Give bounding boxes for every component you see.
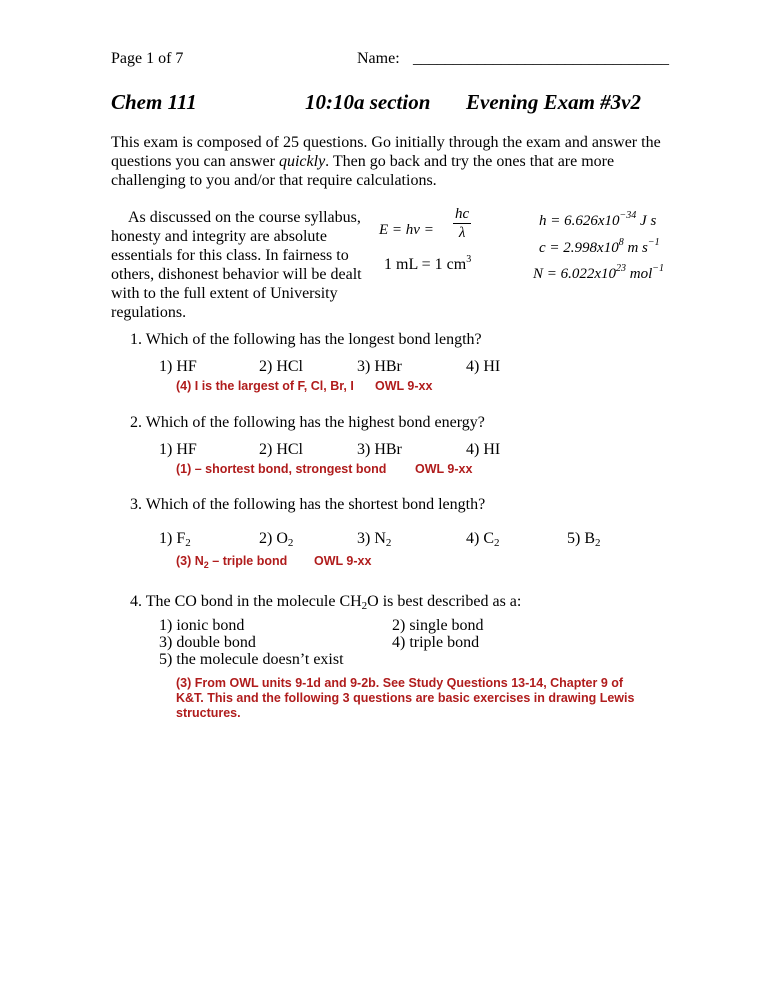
question-4-answer-line-1: (3) From OWL units 9-1d and 9-2b. See Study Questions 13-14, Chapter 9 of — [176, 676, 624, 690]
intro-line-1: This exam is composed of 25 questions. Go initially through the exam and answer the — [111, 134, 661, 151]
question-3-option-5: 5) $B_2$ — [567, 530, 601, 549]
question-1-prompt: 1. Which of the following has the longest bond length? — [130, 331, 482, 348]
question-3-option-3: 3) $N_2$ — [357, 530, 392, 549]
name-label: Name: — [357, 50, 400, 67]
question-1-option-4: 4) HI — [466, 358, 501, 375]
energy-fraction — [453, 206, 471, 241]
energy-equation: E = hν = — [379, 222, 434, 238]
question-4-option-2: 2) single bond — [392, 617, 484, 634]
course-title: Chem 111 — [111, 90, 197, 114]
question-2-option-4: 4) HI — [466, 441, 501, 458]
question-3-prompt: 3. Which of the following has the shortest bond length? — [130, 496, 486, 513]
question-3-answer: (3) $N_2$ – triple bond — [176, 554, 288, 570]
name-field[interactable]: ________________________________ — [413, 50, 669, 67]
section-title: 10:10a section — [305, 90, 431, 114]
question-4-answer-line-3: structures. — [176, 706, 241, 720]
honesty-line-2: honesty and integrity are absolute — [111, 228, 327, 245]
page-number: Page 1 of 7 — [111, 50, 184, 67]
speed-of-light: $c = 2.998x10^8$ m $s^{-1}$ — [539, 237, 660, 256]
question-1-reference: OWL 9-xx — [375, 379, 433, 393]
question-2-answer: (1) – shortest bond, strongest bond — [176, 462, 387, 476]
question-2-option-2: 2) HCl — [259, 441, 303, 458]
question-2-option-1: 1) HF — [159, 441, 197, 458]
honesty-line-5: with to the full extent of University — [111, 285, 338, 302]
question-1-option-3: 3) HBr — [357, 358, 402, 375]
avogadro-number: $N = 6.022x10^{23}$ mol$^{-1}$ — [533, 263, 665, 282]
question-1-option-2: 2) HCl — [259, 358, 303, 375]
planck-constant: $h = 6.626x10^{-34}$ J s — [539, 210, 657, 229]
volume-conversion: 1 mL = 1 $cm^3$ — [384, 254, 472, 273]
honesty-line-1: As discussed on the course syllabus, — [128, 209, 361, 226]
honesty-line-4: others, dishonest behavior will be dealt — [111, 266, 362, 283]
question-2-option-3: 3) HBr — [357, 441, 402, 458]
intro-line-2: questions you can answer quickly. Then go back and try the ones that are more — [111, 153, 615, 170]
question-2-prompt: 2. Which of the following has the highest bond energy? — [130, 414, 485, 431]
honesty-line-6: regulations. — [111, 304, 187, 321]
honesty-line-3: essentials for this class. In fairness to — [111, 247, 349, 264]
question-3-option-4: 4) $C_2$ — [466, 530, 500, 549]
question-2-reference: OWL 9-xx — [415, 462, 473, 476]
intro-line-3: challenging to you and/or that require calculations. — [111, 172, 437, 189]
energy-fraction-numerator: hc — [455, 206, 470, 222]
energy-fraction-denominator: λ — [458, 225, 466, 241]
question-4-option-3: 3) double bond — [159, 634, 256, 651]
question-3-reference: OWL 9-xx — [314, 554, 372, 568]
question-4-option-1: 1) ionic bond — [159, 617, 245, 634]
question-1-answer: (4) I is the largest of F, Cl, Br, I — [176, 379, 354, 393]
question-4-option-5: 5) the molecule doesn’t exist — [159, 651, 344, 668]
exam-title: Evening Exam #3v2 — [466, 90, 642, 114]
question-4-option-4: 4) triple bond — [392, 634, 480, 651]
question-1-option-1: 1) HF — [159, 358, 197, 375]
question-3-option-1: 1) $F_2$ — [159, 530, 191, 549]
question-3-option-2: 2) $O_2$ — [259, 530, 294, 549]
question-4-answer-line-2: K&T. This and the following 3 questions are basic exercises in drawing Lewis — [176, 691, 635, 705]
question-4-prompt: 4. The CO bond in the molecule $CH_2O$ is best described as a: — [130, 593, 522, 612]
